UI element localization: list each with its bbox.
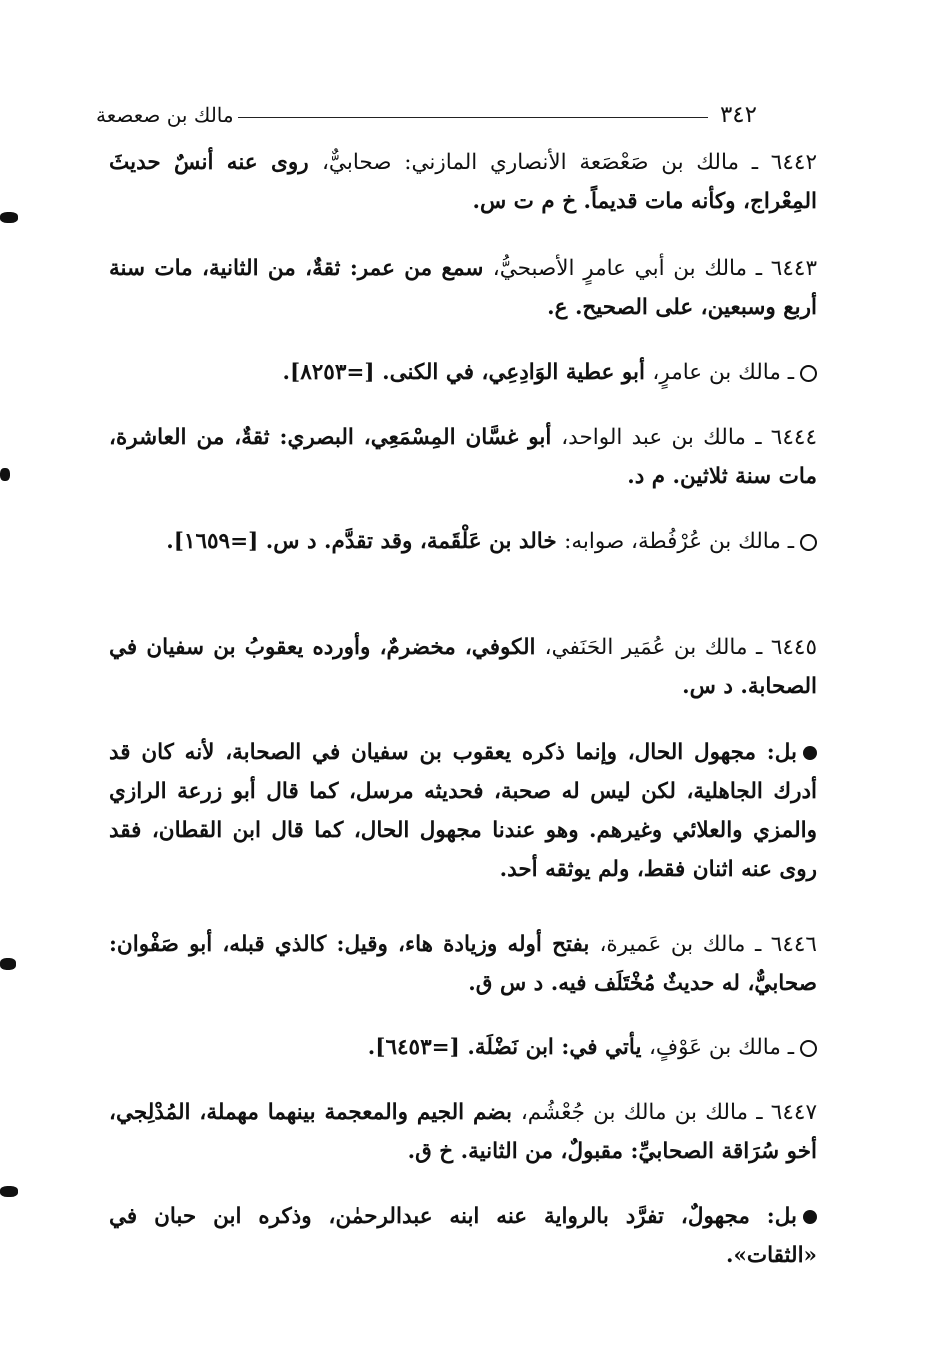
page-number: ٣٤٢ (719, 102, 757, 128)
entry-body: بفتح أوله وزيادة هاء، وقيل: كالذي قبله، أبو صَفْوان: صحابيٌّ، له حديثٌ مُخْتَلَف فيه. د س ق. (109, 932, 817, 996)
commentary-note (109, 1197, 817, 1275)
hollow-circle-icon (800, 534, 817, 551)
entry-6446 (109, 925, 817, 1003)
scan-ink-blot (0, 1186, 18, 1197)
scan-ink-blot (0, 212, 18, 223)
entry-body: أبو غسَّان المِسْمَعِي، البصري: ثقةٌ، من العاشرة، مات سنة ثلاثين. م د. (109, 425, 817, 489)
entry-lead: ـ مالك بن عُرْفُطة، صوابه: (564, 529, 794, 554)
entry-lead: ـ مالك بن عامرٍ، (652, 360, 794, 385)
cross-reference-entry (109, 353, 817, 392)
hollow-circle-icon (800, 365, 817, 382)
entry-body: مجهول الحال، وإنما ذكره يعقوب بن سفيان في الصحابة، لأنه كان قد أدرك الجاهلية، لكن ليس له صحبة، فحديثه مرسل، كما قال أبو زرعة الرازي والمزي والعلائي وغيرهم. وهو عندنا مجهول الحال، كما قال ابن القطان، فقد روى عنه اثنان فقط، ولم يوثقه أحد. (109, 740, 817, 882)
cross-reference-entry (109, 522, 817, 561)
entry-body: مجهولٌ، تفرَّد بالرواية عنه ابنه عبدالرحمٰن، وذكره ابن حبان في «الثقات». (109, 1204, 817, 1268)
entry-body: سمع من عمر: ثقةٌ، من الثانية، مات سنة أربع وسبعين، على الصحيح. ع. (109, 256, 817, 320)
entry-6444 (109, 418, 817, 496)
filled-circle-icon (803, 1210, 817, 1224)
entry-lead: ٦٤٤٦ ـ مالك بن عَميرة، (599, 932, 817, 957)
entry-lead: ٦٤٤٣ ـ مالك بن أبي عامرٍ الأصبحيُّ، (492, 256, 817, 281)
filled-circle-icon (803, 746, 817, 760)
entry-lead: بل: (766, 1204, 797, 1229)
entry-lead: ٦٤٤٢ ـ مالك بن صَعْصَعة الأنصاري المازني: صحابيٌّ، (321, 150, 817, 175)
running-title: مالك بن صعصعة (96, 103, 234, 127)
commentary-note (109, 733, 817, 889)
entry-lead: ٦٤٤٤ ـ مالك بن عبد الواحد، (561, 425, 817, 450)
entry-lead: ـ مالك بن عَوْفٍ، (648, 1035, 794, 1060)
entry-lead: ٦٤٤٥ ـ مالك بن عُمَير الحَنَفي، (544, 635, 818, 660)
entry-lead: بل: (766, 740, 797, 765)
entry-body: أبو عطية الوَادِعِي، في الكنى. [=٨٢٥٣]. (282, 360, 653, 385)
hollow-circle-icon (800, 1040, 817, 1057)
entry-6443 (109, 249, 817, 327)
page-header (96, 94, 757, 130)
entry-lead: ٦٤٤٧ ـ مالك بن مالك بن جُعْشُم، (520, 1100, 817, 1125)
scan-ink-blot (0, 468, 10, 481)
entry-body: يأتي في: ابن نَضْلَة. [=٦٤٥٣]. (367, 1035, 649, 1060)
scan-ink-blot (0, 958, 16, 970)
entry-body: الكوفي، مخضرمٌ، وأورده يعقوبُ بن سفيان في الصحابة. د س. (109, 635, 817, 699)
entry-6442 (109, 143, 817, 221)
entry-body: بضم الجيم والمعجمة بينهما مهملة، المُدْلِجي، أخو سُرَاقة الصحابيِّ: مقبولٌ، من الثانية. خ ق. (109, 1100, 817, 1164)
cross-reference-entry (109, 1028, 817, 1067)
entry-6447 (109, 1093, 817, 1171)
entry-body: روى عنه أنسٌ حديثَ المِعْراج، وكأنه مات قديماً. خ م ت س. (109, 150, 817, 214)
entry-body: خالد بن عَلْقَمة، وقد تقدَّم. د س. [=١٦٥٩]. (166, 529, 565, 554)
entry-6445 (109, 628, 817, 706)
header-rule (238, 117, 708, 118)
